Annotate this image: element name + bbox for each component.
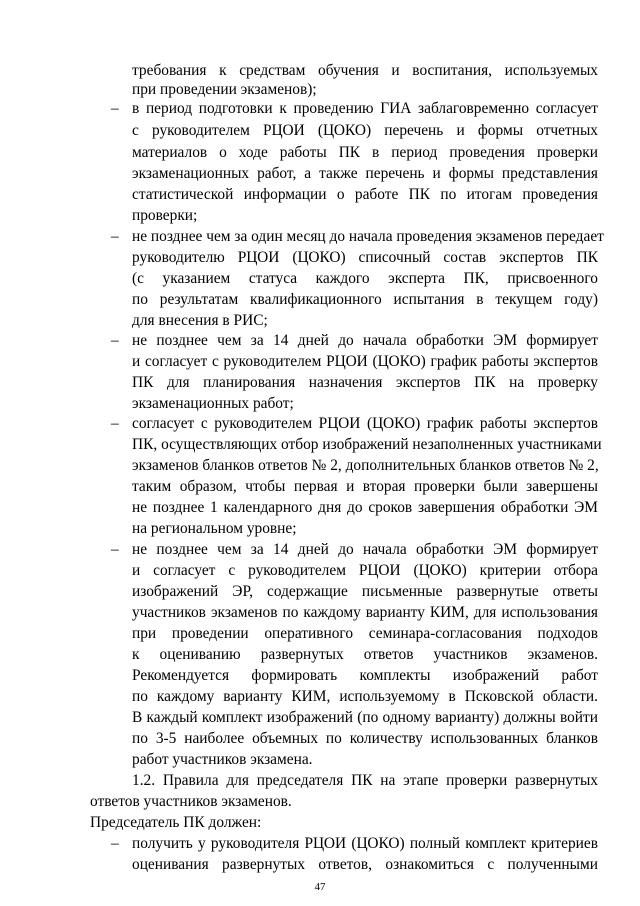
text-line: проверки; — [132, 207, 198, 224]
text-line: согласует с руководителем РЦОИ (ЦОКО) график работы экспертов — [132, 415, 598, 432]
section-heading: 1.2. Правила для председателя ПК на этапе проверки развернутых — [132, 772, 598, 789]
list-dash: – — [111, 332, 119, 349]
text-line: к оцениванию развернутых ответов участников экзаменов. — [132, 646, 598, 663]
list-dash: – — [111, 835, 119, 852]
text-line: на региональном уровне; — [132, 520, 297, 537]
text-line: не позднее чем за 14 дней до начала обработки ЭМ формирует — [132, 541, 598, 558]
text-line: экзаменационных работ; — [132, 395, 294, 412]
text-line: экзаменационных работ, а также перечень и формы представления — [132, 165, 598, 182]
text-line: с руководителем РЦОИ (ЦОКО) перечень и формы отчетных — [132, 122, 598, 139]
text-line: Рекомендуется формировать комплекты изображений работ — [132, 667, 598, 684]
text-line: оценивания развернутых ответов, ознакомиться с полученными — [132, 856, 598, 873]
list-dash: – — [111, 415, 119, 432]
text-line: в период подготовки к проведению ГИА заблаговременно согласует — [132, 100, 598, 117]
text-line: ПК для планирования назначения экспертов ПК на проверку — [132, 374, 598, 391]
text-line: не позднее 1 календарного дня до сроков завершения обработки ЭМ — [132, 499, 598, 516]
text-line: при проведении оперативного семинара-согласования подходов — [132, 625, 598, 642]
text-line: для внесения в РИС; — [132, 312, 268, 329]
text-line: требования к средствам обучения и воспитания, используемых — [132, 62, 598, 79]
text-line: не позднее чем за один месяц до начала проведения экзаменов передает — [132, 228, 604, 245]
text-line: работ участников экзамена. — [132, 751, 313, 768]
list-dash: – — [111, 100, 119, 117]
text-line: ответов участников экзаменов. — [90, 793, 292, 810]
text-line: ПК, осуществляющих отбор изображений незаполненных участниками — [132, 436, 602, 453]
text-line: В каждый комплект изображений (по одному варианту) должны войти — [132, 709, 598, 726]
text-line: не позднее чем за 14 дней до начала обработки ЭМ формирует — [132, 332, 598, 349]
text-line: при проведении экзаменов); — [132, 81, 317, 98]
text-line: по 3-5 наиболее объемных по количеству использованных бланков — [132, 730, 598, 747]
text-line: получить у руководителя РЦОИ (ЦОКО) полный комплект критериев — [132, 835, 598, 852]
text-line: по результатам квалификационного испытания в текущем году) — [132, 291, 598, 308]
text-line: Председатель ПК должен: — [90, 814, 262, 831]
text-line: и согласует с руководителем РЦОИ (ЦОКО) график работы экспертов — [132, 353, 598, 370]
text-line: изображений ЭР, содержащие письменные развернутые ответы — [132, 583, 598, 600]
text-line: и согласует с руководителем РЦОИ (ЦОКО) критерии отбора — [132, 562, 598, 579]
text-line: материалов о ходе работы ПК в период проведения проверки — [132, 144, 598, 161]
text-line: экзаменов бланков ответов № 2, дополнительных бланков ответов № 2, — [132, 457, 599, 474]
text-line: (с указанием статуса каждого эксперта ПК, присвоенного — [132, 270, 598, 287]
text-line: руководителю РЦОИ (ЦОКО) списочный состав экспертов ПК — [132, 249, 598, 266]
page-number: 47 — [314, 881, 326, 893]
text-line: участников экзаменов по каждому варианту КИМ, для использования — [132, 604, 598, 621]
list-dash: – — [111, 228, 119, 245]
text-line: статистической информации о работе ПК по итогам проведения — [132, 186, 598, 203]
list-dash: – — [111, 541, 119, 558]
text-line: таким образом, чтобы первая и вторая проверки были завершены — [132, 478, 598, 495]
text-line: по каждому варианту КИМ, используемому в Псковской области. — [132, 688, 598, 705]
